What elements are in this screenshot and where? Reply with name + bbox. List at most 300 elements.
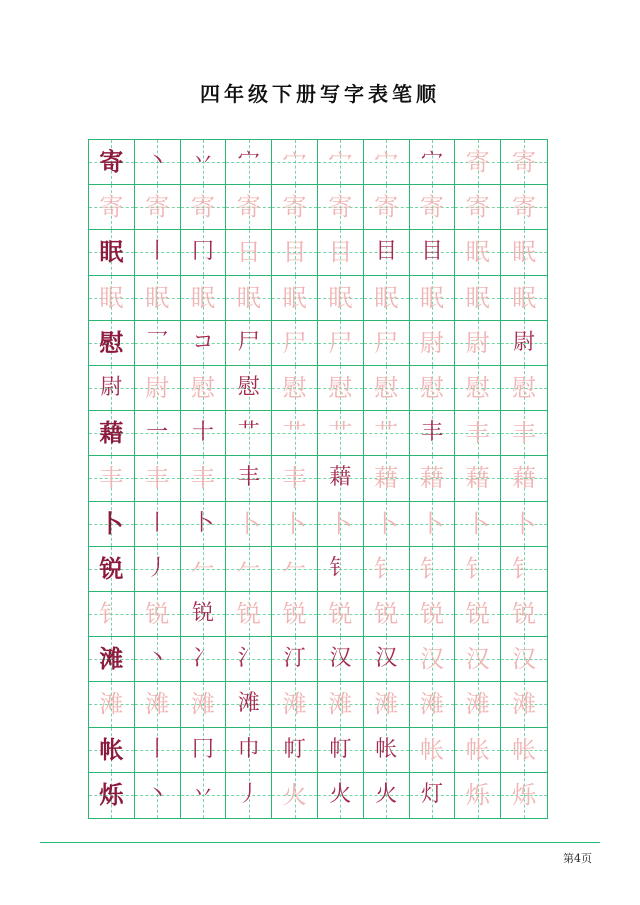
stroke-step: 丨 xyxy=(146,510,169,536)
trace-character: 帐 xyxy=(419,735,444,764)
practice-cell xyxy=(226,637,272,682)
trace-character: 丰 xyxy=(282,464,307,493)
practice-cell xyxy=(455,366,501,411)
stroke-step: 目 xyxy=(420,239,443,265)
practice-cell xyxy=(455,411,501,456)
practice-cell xyxy=(455,276,501,321)
practice-cell xyxy=(135,682,181,727)
practice-cell xyxy=(364,637,410,682)
trace-character: 锐 xyxy=(419,600,444,629)
trace-character: 寄 xyxy=(512,193,537,222)
practice-cell xyxy=(501,321,547,366)
stroke-step: 帄 xyxy=(283,736,306,762)
practice-cell xyxy=(455,456,501,501)
practice-cell xyxy=(226,502,272,547)
trace-character: 帐 xyxy=(465,735,490,764)
trace-character: 慰 xyxy=(512,374,537,403)
trace-character: 锐 xyxy=(236,600,261,629)
practice-cell xyxy=(135,502,181,547)
stroke-step: 丶 xyxy=(146,149,169,175)
trace-character: 滩 xyxy=(465,690,490,719)
model-character-cell xyxy=(89,140,135,185)
stroke-step: 乛 xyxy=(146,329,169,355)
practice-cell xyxy=(226,276,272,321)
practice-cell xyxy=(181,592,227,637)
practice-cell xyxy=(364,728,410,773)
stroke-step: 慰 xyxy=(237,375,260,401)
trace-character: 寄 xyxy=(465,148,490,177)
trace-character: 慰 xyxy=(374,374,399,403)
practice-cell xyxy=(318,773,364,818)
practice-cell xyxy=(135,547,181,592)
practice-cell xyxy=(364,366,410,411)
stroke-step: 尸 xyxy=(237,329,260,355)
practice-cell xyxy=(501,411,547,456)
stroke-step: 宀 xyxy=(420,149,443,175)
practice-cell xyxy=(181,321,227,366)
practice-cell xyxy=(455,773,501,818)
practice-cell xyxy=(226,366,272,411)
practice-cell xyxy=(181,185,227,230)
practice-cell xyxy=(89,276,135,321)
trace-character: 眠 xyxy=(282,283,307,312)
stroke-step: 冂 xyxy=(191,736,214,762)
practice-cell xyxy=(318,140,364,185)
model-character: 滩 xyxy=(99,644,124,674)
stroke-step: 尉 xyxy=(100,375,123,401)
trace-character: 汉 xyxy=(419,645,444,674)
practice-cell xyxy=(135,592,181,637)
page-number: 第4页 xyxy=(563,852,592,865)
practice-cell xyxy=(181,637,227,682)
stroke-step: 冂 xyxy=(191,239,214,265)
practice-cell xyxy=(181,456,227,501)
trace-character: 钅 xyxy=(465,554,490,583)
trace-character: 慰 xyxy=(190,374,215,403)
practice-cell xyxy=(181,547,227,592)
practice-cell xyxy=(272,502,318,547)
practice-cell xyxy=(226,321,272,366)
trace-character: 目 xyxy=(328,238,353,267)
practice-cell xyxy=(318,637,364,682)
practice-cell xyxy=(226,728,272,773)
practice-cell xyxy=(410,637,456,682)
stroke-step: 一 xyxy=(146,420,169,446)
practice-cell xyxy=(318,502,364,547)
practice-cell xyxy=(272,547,318,592)
practice-cell xyxy=(226,185,272,230)
practice-cell xyxy=(226,140,272,185)
trace-character: 宀 xyxy=(328,148,353,177)
trace-character: 尸 xyxy=(374,328,399,357)
practice-cell xyxy=(364,140,410,185)
practice-cell xyxy=(135,637,181,682)
model-character: 烁 xyxy=(99,780,124,810)
trace-character: 锐 xyxy=(374,600,399,629)
model-character-cell xyxy=(89,637,135,682)
trace-character: 卜 xyxy=(465,509,490,538)
practice-cell xyxy=(501,185,547,230)
trace-character: 丰 xyxy=(465,419,490,448)
trace-character: 眠 xyxy=(512,283,537,312)
practice-cell xyxy=(455,728,501,773)
trace-character: 眠 xyxy=(374,283,399,312)
practice-cell xyxy=(364,411,410,456)
practice-cell xyxy=(272,411,318,456)
trace-character: 烁 xyxy=(465,781,490,810)
practice-cell xyxy=(410,547,456,592)
practice-cell xyxy=(455,140,501,185)
stroke-step: 尉 xyxy=(513,329,536,355)
practice-cell xyxy=(318,230,364,275)
practice-cell xyxy=(272,321,318,366)
practice-cell xyxy=(272,456,318,501)
practice-cell xyxy=(135,276,181,321)
stroke-step: 丷 xyxy=(191,149,214,175)
practice-cell xyxy=(501,456,547,501)
practice-cell xyxy=(318,185,364,230)
stroke-step: 汉 xyxy=(329,646,352,672)
stroke-step: 丶 xyxy=(146,782,169,808)
practice-cell xyxy=(410,321,456,366)
trace-character: 藉 xyxy=(419,464,444,493)
trace-character: 滩 xyxy=(145,690,170,719)
trace-character: 藉 xyxy=(374,464,399,493)
practice-cell xyxy=(410,592,456,637)
practice-cell xyxy=(455,502,501,547)
practice-cell xyxy=(364,276,410,321)
trace-character: 眠 xyxy=(512,238,537,267)
practice-cell xyxy=(410,185,456,230)
practice-cell xyxy=(135,185,181,230)
practice-cell xyxy=(89,592,135,637)
trace-character: 卜 xyxy=(512,509,537,538)
practice-cell xyxy=(364,682,410,727)
trace-character: 尉 xyxy=(145,374,170,403)
trace-character: 寄 xyxy=(328,193,353,222)
practice-cell xyxy=(364,502,410,547)
stroke-step: 宀 xyxy=(237,149,260,175)
trace-character: 锐 xyxy=(145,600,170,629)
trace-character: 滩 xyxy=(282,690,307,719)
trace-character: 眠 xyxy=(419,283,444,312)
practice-cell xyxy=(501,140,547,185)
stroke-step: 丰 xyxy=(237,465,260,491)
practice-cell xyxy=(455,592,501,637)
practice-cell xyxy=(501,728,547,773)
practice-cell xyxy=(135,411,181,456)
stroke-step: 火 xyxy=(329,782,352,808)
model-character: 眠 xyxy=(99,237,124,267)
trace-character: 𠂉 xyxy=(190,554,215,583)
practice-cell xyxy=(181,411,227,456)
trace-character: 目 xyxy=(282,238,307,267)
practice-cell xyxy=(226,682,272,727)
stroke-step: 滩 xyxy=(237,691,260,717)
trace-character: 火 xyxy=(282,781,307,810)
trace-character: 卜 xyxy=(328,509,353,538)
trace-character: 寄 xyxy=(282,193,307,222)
practice-cell xyxy=(181,366,227,411)
stroke-step: 帐 xyxy=(375,736,398,762)
trace-character: 锐 xyxy=(282,600,307,629)
practice-cell xyxy=(318,728,364,773)
trace-character: 卜 xyxy=(374,509,399,538)
trace-character: 眠 xyxy=(190,283,215,312)
practice-cell xyxy=(501,547,547,592)
practice-cell xyxy=(364,547,410,592)
stroke-step: 钅 xyxy=(329,555,352,581)
stroke-step: 汀 xyxy=(283,646,306,672)
trace-character: 锐 xyxy=(328,600,353,629)
trace-character: 滩 xyxy=(512,690,537,719)
trace-character: 滩 xyxy=(190,690,215,719)
trace-character: 帐 xyxy=(512,735,537,764)
trace-character: 尉 xyxy=(465,328,490,357)
practice-cell xyxy=(181,140,227,185)
trace-character: 尸 xyxy=(328,328,353,357)
practice-cell xyxy=(272,366,318,411)
trace-character: 汉 xyxy=(465,645,490,674)
stroke-step: 氵 xyxy=(237,646,260,672)
practice-cell xyxy=(410,411,456,456)
model-character: 锐 xyxy=(99,553,124,583)
practice-cell xyxy=(226,456,272,501)
trace-character: 丰 xyxy=(99,464,124,493)
practice-cell xyxy=(318,592,364,637)
model-character: 藉 xyxy=(99,418,124,448)
model-character-cell xyxy=(89,321,135,366)
practice-cell xyxy=(226,547,272,592)
trace-character: 慰 xyxy=(282,374,307,403)
stroke-step: 丨 xyxy=(146,736,169,762)
trace-character: 丰 xyxy=(145,464,170,493)
practice-cell xyxy=(135,366,181,411)
model-character: 帐 xyxy=(99,734,124,764)
trace-character: 丰 xyxy=(190,464,215,493)
trace-character: 艹 xyxy=(282,419,307,448)
stroke-step: 丶 xyxy=(146,646,169,672)
practice-cell xyxy=(135,728,181,773)
trace-character: 钅 xyxy=(99,600,124,629)
trace-character: 寄 xyxy=(236,193,261,222)
practice-cell xyxy=(318,456,364,501)
practice-cell xyxy=(501,773,547,818)
practice-cell xyxy=(318,682,364,727)
trace-character: 寄 xyxy=(465,193,490,222)
practice-cell xyxy=(181,502,227,547)
practice-cell xyxy=(318,366,364,411)
practice-cell xyxy=(501,592,547,637)
trace-character: 汉 xyxy=(512,645,537,674)
practice-cell xyxy=(410,682,456,727)
trace-character: 卜 xyxy=(236,509,261,538)
practice-cell xyxy=(455,185,501,230)
trace-character: 艹 xyxy=(374,419,399,448)
practice-cell xyxy=(226,592,272,637)
stroke-step: 灯 xyxy=(420,782,443,808)
trace-character: 钅 xyxy=(374,554,399,583)
trace-character: 卜 xyxy=(282,509,307,538)
model-character-cell xyxy=(89,411,135,456)
stroke-step: 帄 xyxy=(329,736,352,762)
practice-cell xyxy=(272,140,318,185)
practice-cell xyxy=(181,773,227,818)
model-character-cell xyxy=(89,230,135,275)
practice-cell xyxy=(89,682,135,727)
model-character-cell xyxy=(89,502,135,547)
trace-character: 卜 xyxy=(419,509,444,538)
trace-character: 慰 xyxy=(328,374,353,403)
practice-cell xyxy=(455,230,501,275)
practice-cell xyxy=(364,230,410,275)
stroke-step: 十 xyxy=(191,420,214,446)
practice-cell xyxy=(455,682,501,727)
practice-cell xyxy=(410,456,456,501)
trace-character: 日 xyxy=(236,238,261,267)
trace-character: 𠂉 xyxy=(236,554,261,583)
practice-cell xyxy=(410,366,456,411)
practice-cell xyxy=(364,456,410,501)
practice-cell xyxy=(364,773,410,818)
trace-character: 钅 xyxy=(512,554,537,583)
stroke-step: 火 xyxy=(375,782,398,808)
footer-divider xyxy=(40,842,600,843)
stroke-step: 藉 xyxy=(329,465,352,491)
practice-cell xyxy=(135,140,181,185)
practice-cell xyxy=(318,547,364,592)
trace-character: 滩 xyxy=(419,690,444,719)
stroke-order-grid xyxy=(88,139,548,819)
stroke-step: 丨 xyxy=(146,239,169,265)
trace-character: 慰 xyxy=(465,374,490,403)
practice-cell xyxy=(135,773,181,818)
model-character-cell xyxy=(89,547,135,592)
trace-character: 寄 xyxy=(190,193,215,222)
trace-character: 眠 xyxy=(145,283,170,312)
practice-cell xyxy=(455,547,501,592)
model-character: 卜 xyxy=(99,508,124,538)
model-character-cell xyxy=(89,728,135,773)
practice-cell xyxy=(318,276,364,321)
trace-character: 寄 xyxy=(145,193,170,222)
practice-cell xyxy=(501,637,547,682)
practice-cell xyxy=(272,230,318,275)
practice-cell xyxy=(226,411,272,456)
stroke-step: 冫 xyxy=(191,646,214,672)
trace-character: 慰 xyxy=(419,374,444,403)
trace-character: 寄 xyxy=(374,193,399,222)
trace-character: 藉 xyxy=(465,464,490,493)
model-character: 寄 xyxy=(99,147,124,177)
trace-character: 眠 xyxy=(236,283,261,312)
practice-cell xyxy=(501,276,547,321)
practice-cell xyxy=(272,773,318,818)
stroke-step: 汉 xyxy=(375,646,398,672)
practice-cell xyxy=(501,682,547,727)
page-title: 四年级下册写字表笔顺 xyxy=(200,82,440,106)
practice-cell xyxy=(89,366,135,411)
stroke-step: 丿 xyxy=(146,555,169,581)
practice-cell xyxy=(272,185,318,230)
practice-cell xyxy=(181,276,227,321)
practice-cell xyxy=(181,728,227,773)
practice-cell xyxy=(501,230,547,275)
trace-character: 𠂉 xyxy=(282,554,307,583)
stroke-step: 丷 xyxy=(191,782,214,808)
trace-character: 藉 xyxy=(512,464,537,493)
stroke-step: 丿 xyxy=(237,782,260,808)
trace-character: 宀 xyxy=(282,148,307,177)
trace-character: 钅 xyxy=(419,554,444,583)
practice-cell xyxy=(272,276,318,321)
practice-cell xyxy=(272,592,318,637)
model-character-cell xyxy=(89,773,135,818)
practice-cell xyxy=(501,366,547,411)
trace-character: 滩 xyxy=(328,690,353,719)
practice-cell xyxy=(181,230,227,275)
practice-cell xyxy=(89,185,135,230)
trace-character: 锐 xyxy=(512,600,537,629)
trace-character: 尉 xyxy=(419,328,444,357)
practice-cell xyxy=(410,773,456,818)
trace-character: 眠 xyxy=(465,283,490,312)
practice-cell xyxy=(89,456,135,501)
stroke-step: コ xyxy=(191,329,214,355)
stroke-step: 锐 xyxy=(191,601,214,627)
practice-cell xyxy=(455,637,501,682)
model-character: 慰 xyxy=(99,327,124,357)
practice-cell xyxy=(364,185,410,230)
trace-character: 尸 xyxy=(282,328,307,357)
stroke-step: 丰 xyxy=(420,420,443,446)
trace-character: 烁 xyxy=(512,781,537,810)
practice-cell xyxy=(410,276,456,321)
stroke-step: 艹 xyxy=(237,420,260,446)
practice-cell xyxy=(501,502,547,547)
trace-character: 眠 xyxy=(328,283,353,312)
trace-character: 丰 xyxy=(512,419,537,448)
practice-cell xyxy=(318,411,364,456)
trace-character: 宀 xyxy=(374,148,399,177)
practice-cell xyxy=(226,773,272,818)
trace-character: 寄 xyxy=(419,193,444,222)
stroke-step: 目 xyxy=(375,239,398,265)
trace-character: 眠 xyxy=(465,238,490,267)
practice-cell xyxy=(410,230,456,275)
practice-cell xyxy=(364,592,410,637)
practice-cell xyxy=(410,140,456,185)
practice-cell xyxy=(455,321,501,366)
practice-cell xyxy=(272,637,318,682)
practice-cell xyxy=(410,502,456,547)
practice-cell xyxy=(181,682,227,727)
stroke-step: 卜 xyxy=(191,510,214,536)
trace-character: 锐 xyxy=(465,600,490,629)
trace-character: 艹 xyxy=(328,419,353,448)
trace-character: 滩 xyxy=(99,690,124,719)
trace-character: 滩 xyxy=(374,690,399,719)
practice-cell xyxy=(272,682,318,727)
practice-cell xyxy=(410,728,456,773)
practice-cell xyxy=(226,230,272,275)
practice-cell xyxy=(135,456,181,501)
practice-cell xyxy=(272,728,318,773)
stroke-step: 巾 xyxy=(237,736,260,762)
practice-cell xyxy=(364,321,410,366)
practice-cell xyxy=(318,321,364,366)
trace-character: 眠 xyxy=(99,283,124,312)
